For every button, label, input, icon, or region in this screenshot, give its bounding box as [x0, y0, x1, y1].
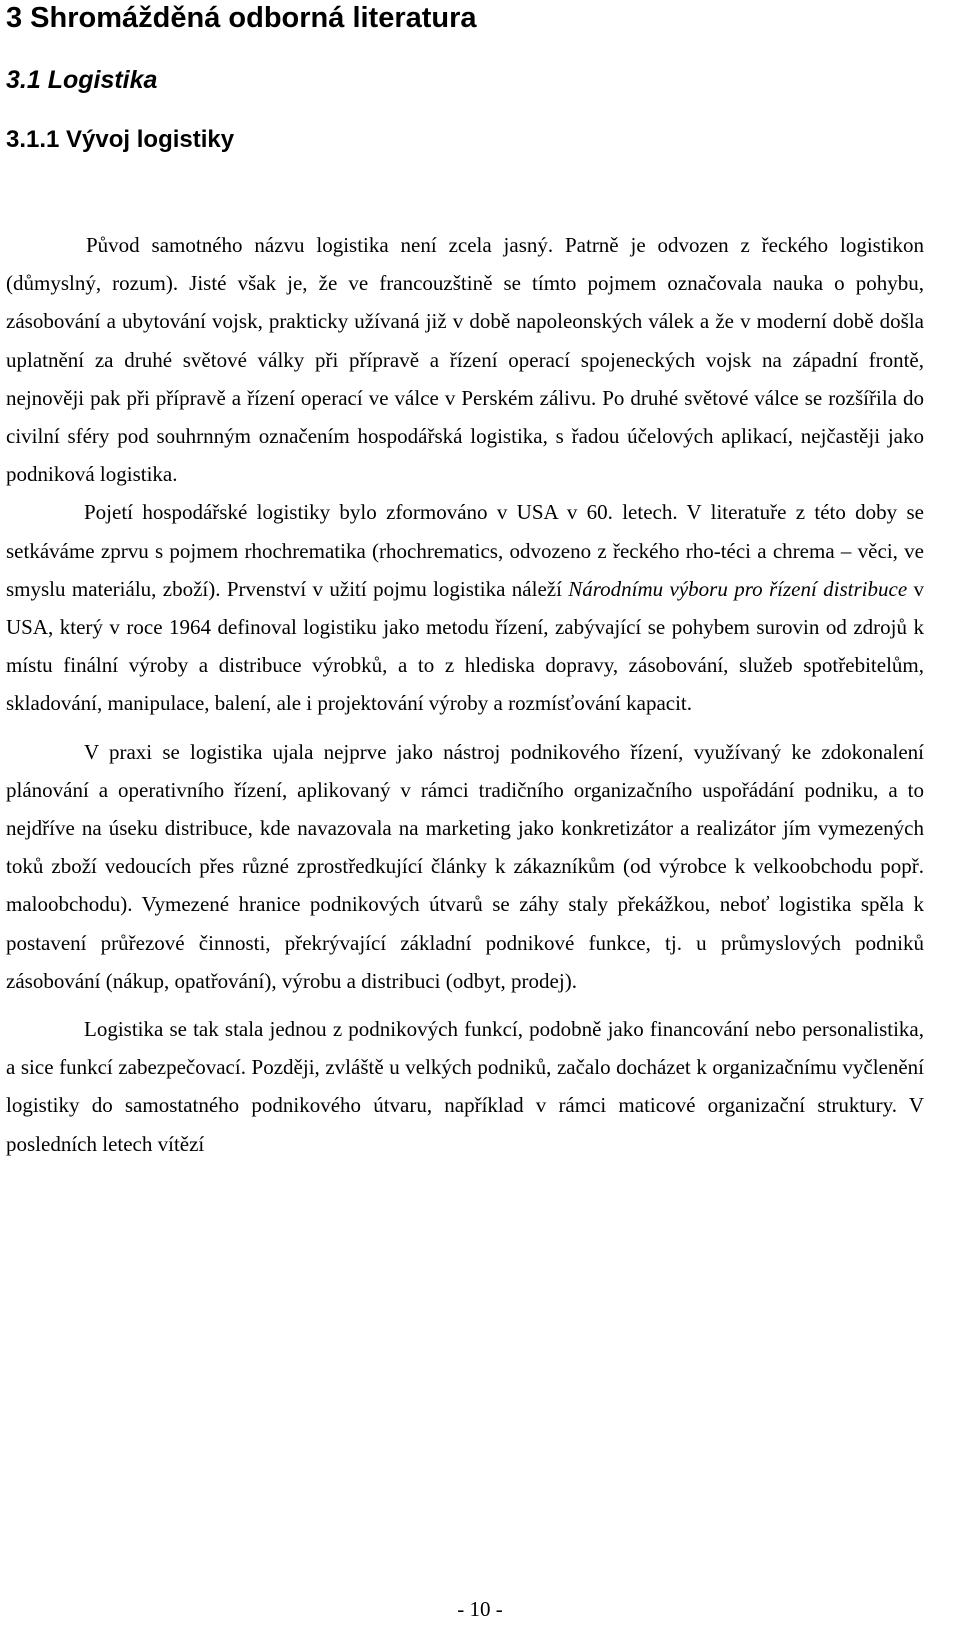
- body-text: [6, 226, 924, 1163]
- paragraph-origin: Původ samotného názvu logistika není zcela jasný. Patrně je odvozen z řeckého logistikon (důmyslný, rozum). Jisté však je, že ve francouzštině se tímto pojmem označovala nauka o pohybu, zásobování a ubytování vojsk, prakticky užívaná již v době napoleonských válek a že v moderní době došla uplatnění za druhé světové války při přípravě a řízení operací spojeneckých vojsk na západní frontě, nejnověji pak při přípravě a řízení operací ve válce v Perském zálivu. Po druhé světové válce se rozšířila do civilní sféry pod souhrnným označením hospodářská logistika, s řadou účelových aplikací, nejčastěji jako podniková logistika.: [6, 233, 924, 487]
- committee-name-emphasis: Národnímu výboru pro řízení distribuce: [568, 576, 908, 601]
- paragraph-usa: [6, 493, 924, 722]
- page-number: - 10 -: [457, 1597, 503, 1621]
- section-heading: 3.1 Logistika: [6, 66, 158, 94]
- paragraph-usa-text-1: Pojetí hospodářské logistiky bylo zformováno v USA v 60. letech. V literatuře z této doby se setkáváme zprvu s pojmem rhochrematika (rhochrematics, odvozeno z řeckého rho-téci a chrema – věci, ve smyslu materiálu, zboží). Prvenství v užití pojmu logistika náleží: [6, 500, 924, 601]
- paragraph-function: Logistika se tak stala jednou z podnikových funkcí, podobně jako financování nebo personalistika, a sice funkcí zabezpečovací. Později, zvláště u velkých podniků, začalo docházet k organizačnímu vyčlenění logistiky do samostatného podnikového útvaru, například v rámci maticové organizační struktury. V posledních letech vítězí: [6, 1017, 924, 1156]
- paragraph-usa-text-2: v USA, který v roce 1964 definoval logistiku jako metodu řízení, zabývající se pohybem surovin od zdrojů k místu finální výroby a distribuce výrobků, a to z hlediska dopravy, zásobování, služeb spotřebitelům, skladování, manipulace, balení, ale i projektování výroby a rozmísťování kapacit.: [6, 576, 924, 716]
- subsection-heading: 3.1.1 Vývoj logistiky: [6, 126, 235, 153]
- chapter-heading: 3 Shromážděná odborná literatura: [6, 2, 477, 34]
- paragraph-practice: V praxi se logistika ujala nejprve jako nástroj podnikového řízení, využívaný ke zdokonalení plánování a operativního řízení, aplikovaný v rámci tradičního organizačního uspořádání podniku, a to nejdříve na úseku distribuce, kde navazovala na marketing jako konkretizátor a realizátor jím vymezených toků zboží vedoucích přes různé zprostředkující články k zákazníkům (od výrobce k velkoobchodu popř. maloobchodu). Vymezené hranice podnikových útvarů se záhy staly překážkou, neboť logistika spěla k postavení průřezové činnosti, překrývající základní podnikové funkce, tj. u průmyslových podniků zásobování (nákup, opatřování), výrobu a distribuci (odbyt, prodej).: [6, 739, 924, 993]
